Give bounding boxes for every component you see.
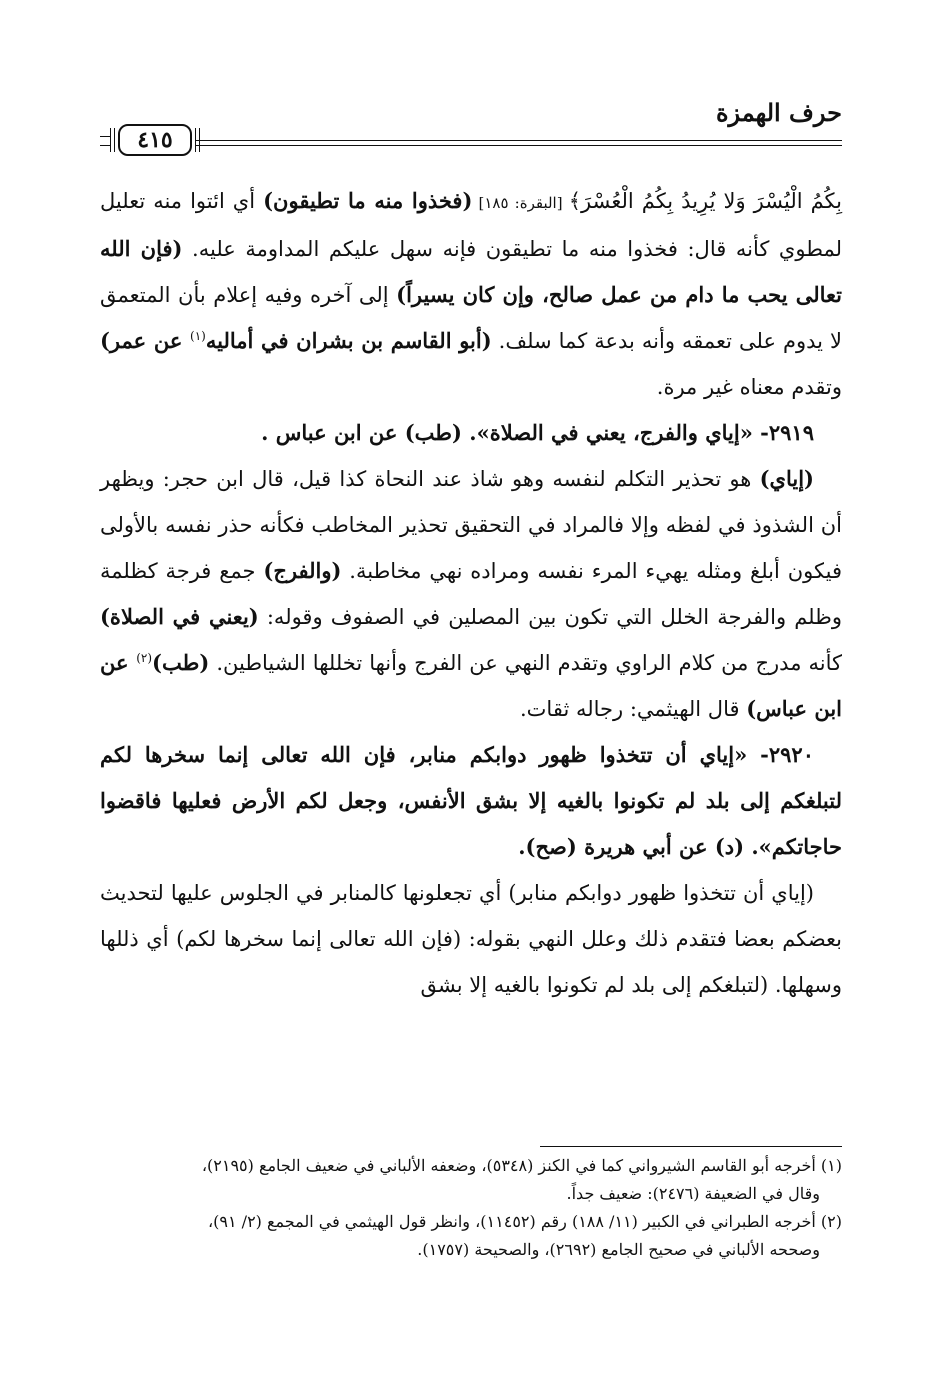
footnote-divider: [540, 1146, 842, 1147]
hadith-phrase: (لتبلغكم إلى بلد لم تكونوا بالغيه إلا بشق: [420, 973, 769, 997]
footnotes: [100, 1152, 842, 1264]
commentary-text: أي تجعلونها كالمنابر في الجلوس عليها لتحديث بعضكم بعضا فتقدم ذلك وعلل النهي بقوله:: [100, 881, 843, 951]
commentary-text: جمع فرجة كظلمة وظلم والفرجة الخلل التي تكون بين المصلين في الصفوف وقوله:: [100, 559, 842, 629]
hadith-phrase: (والفرج): [263, 558, 342, 583]
hadith-2919: [100, 410, 842, 456]
header-rule: [196, 140, 842, 146]
commentary-text: أي ذللها وسهلها.: [100, 927, 842, 997]
footnote-2-cont: وصححه الألباني في صحيح الجامع (٢٦٩٢)، والصحيحة (١٧٥٧).: [417, 1240, 820, 1259]
paragraph-commentary-2: [100, 456, 842, 732]
hadith-phrase: (فإن الله تعالى يحب ما دام من عمل صالح، وإن كان يسيراً): [100, 236, 842, 307]
paragraph-commentary-3: [100, 870, 842, 1008]
main-text: [100, 178, 842, 1008]
hadith-phrase: (إياي أن تتخذوا ظهور دوابكم منابر): [508, 881, 814, 905]
footnote-ref-2[interactable]: (٢): [136, 651, 153, 665]
commentary-text: وتقدم معناه غير مرة.: [656, 375, 842, 399]
page-number: ٤١٥: [118, 124, 192, 156]
commentary-text: قال الهيثمي: رجاله ثقات.: [519, 697, 747, 721]
commentary-text: أي ائتوا منه تعليل لمطوي كأنه قال: فخذوا منه ما تطيقون فإنه سهل عليكم المداومة عليه.: [100, 189, 842, 261]
chapter-title: حرف الهمزة: [715, 98, 842, 127]
hadith-text: ٢٩١٩- «إياي والفرج، يعني في الصلاة».: [469, 420, 814, 445]
hadith-source: (أبو القاسم بن بشران في أماليه: [205, 328, 492, 353]
hadith-source: (طب) عن ابن عباس .: [261, 420, 470, 445]
header-rule-end: [100, 136, 110, 146]
hadith-phrase: (فإن الله تعالى إنما سخرها لكم): [176, 927, 462, 951]
commentary-text: هو تحذير التكلم لنفسه وهو شاذ عند النحاة كذا قيل، قال ابن حجر: ويظهر أن الشذوذ في لفظه وإلا فالمراد في التحقيق تحذير المخاطب فكأنه حذر نفسه بالأولى فيكون أبلغ ومثله يهيء المرء نفسه ومراده نهي مخاطبة.: [100, 467, 842, 583]
hadith-phrase: (فخذوا منه ما تطيقون): [263, 188, 473, 213]
footnote-1: (١) أخرجه أبو القاسم الشيرواني كما في الكنز (٥٣٤٨)، وضعفه الألباني في ضعيف الجامع (٢١٩٥)،: [201, 1156, 842, 1175]
hadith-source: عن ابن عباس): [100, 650, 842, 721]
footnote-ref-1[interactable]: (١): [190, 329, 206, 343]
hadith-phrase: (إياي): [759, 466, 814, 491]
commentary-text: إلى آخره وفيه إعلام بأن المتعمق لا يدوم على تعمقه وأنه بدعة كما سلف.: [100, 283, 842, 353]
footnote-1-cont: وقال في الضعيفة (٢٤٧٦): ضعيف جداً.: [566, 1184, 820, 1203]
paragraph-commentary-1: [100, 178, 842, 410]
hadith-source: (طب): [152, 650, 210, 675]
quran-quote: بِكُمُ الْيُسْرَ وَلا يُرِيدُ بِكُمُ الْعُسْرَ﴾: [568, 189, 842, 213]
hadith-source: عن عمر): [100, 328, 191, 353]
commentary-text: كأنه مدرج من كلام الراوي وتقدم النهي عن الفرج وأنها تخللها الشياطين.: [209, 651, 843, 675]
hadith-source: (د) عن أبي هريرة (صح).: [518, 834, 752, 859]
hadith-text: ٢٩٢٠- «إياي أن تتخذوا ظهور دوابكم منابر، فإن الله تعالى إنما سخرها لكم لتبلغكم إلى بلد لم تكونوا بالغيه إلا بشق الأنفس، وجعل لكم الأرض فعليها فاقضوا حاجاتكم».: [100, 742, 842, 859]
quran-reference: [البقرة: ١٨٥]: [472, 194, 569, 212]
footnote-2: (٢) أخرجه الطبراني في الكبير (١١/ ١٨٨) رقم (١١٤٥٢)، وانظر قول الهيثمي في المجمع (٢/ ٩١)،: [207, 1212, 842, 1231]
hadith-2920: [100, 732, 842, 870]
hadith-phrase: (يعني في الصلاة): [100, 604, 259, 629]
